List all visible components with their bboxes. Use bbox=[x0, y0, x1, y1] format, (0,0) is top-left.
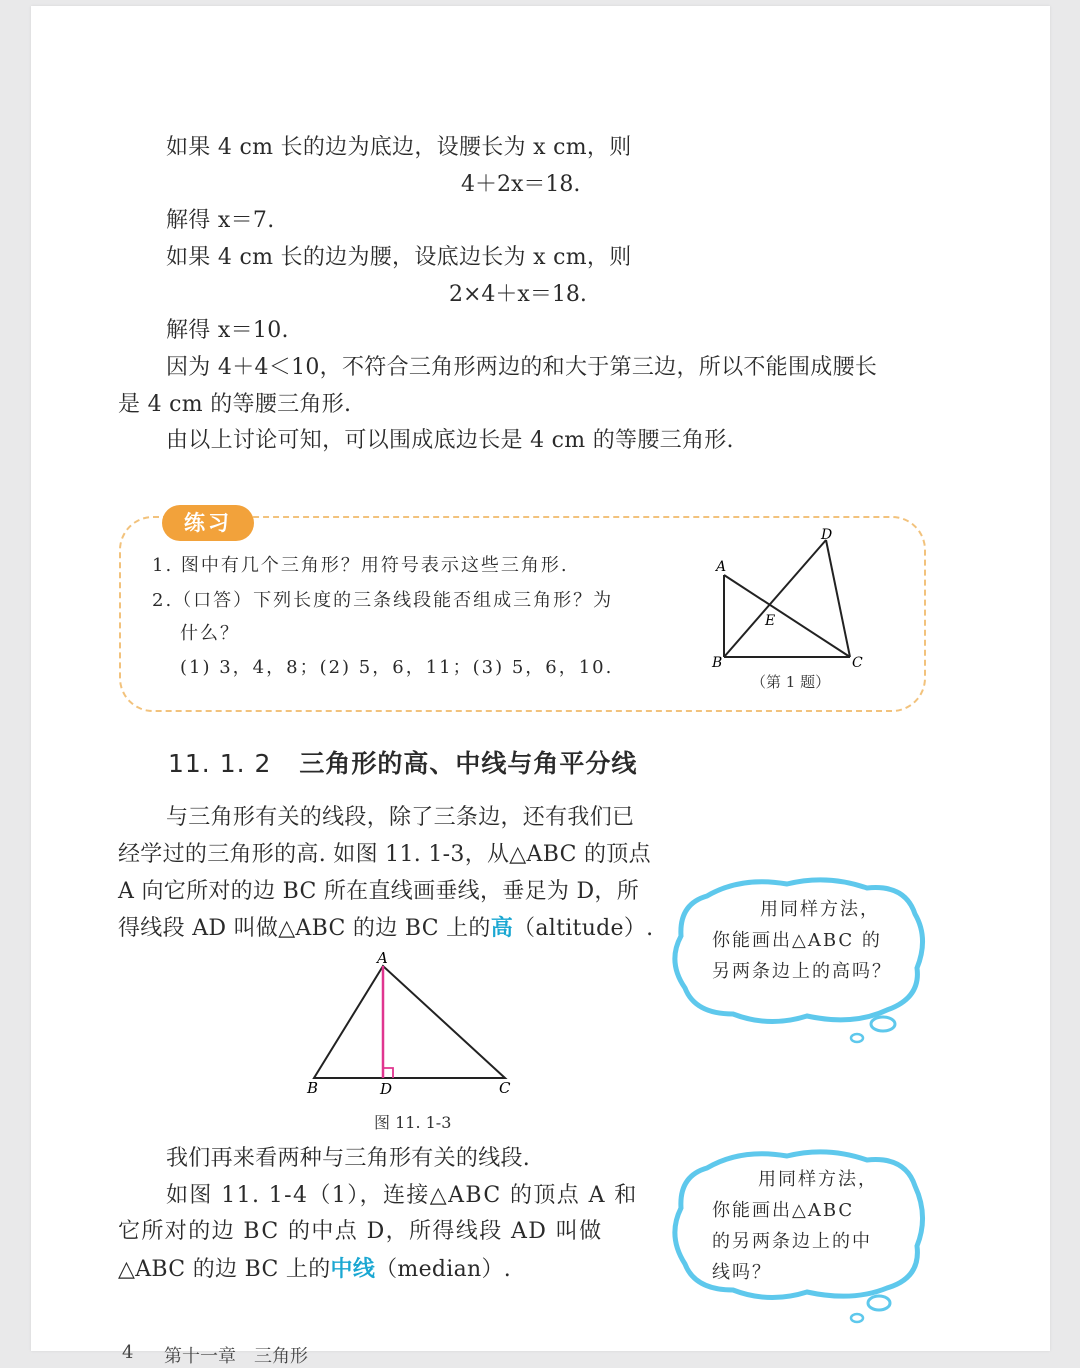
case2-result: 解得 x＝10. bbox=[166, 318, 289, 343]
label-c: C bbox=[852, 655, 863, 671]
section-heading bbox=[168, 747, 637, 781]
practice-question-1: 1. 图中有几个三角形？用符号表示这些三角形. bbox=[152, 555, 569, 576]
fig3-label-d: D bbox=[380, 1080, 393, 1098]
triangle-abc bbox=[314, 966, 505, 1078]
bubble-1-line-2: 你能画出△ABC 的 bbox=[712, 930, 882, 951]
median-line-3: 它所对的边 BC 的中点 D，所得线段 AD 叫做 bbox=[118, 1219, 603, 1244]
figure-11-1-3-caption: 图 11. 1-3 bbox=[374, 1113, 452, 1132]
chapter-footer: 第十一章 三角形 bbox=[164, 1346, 308, 1367]
figure-11-1-3 bbox=[291, 951, 521, 1101]
fig3-label-b: B bbox=[307, 1079, 319, 1097]
reason-line-1: 因为 4＋4＜10，不符合三角形两边的和大于第三边，所以不能围成腰长 bbox=[166, 355, 878, 380]
label-b: B bbox=[712, 655, 723, 671]
practice-badge: 练习 bbox=[162, 505, 254, 541]
bubble-2-line-1: 用同样方法， bbox=[758, 1169, 878, 1190]
practice-question-2-line-2: 什么？ bbox=[180, 623, 240, 644]
bubble-2-line-3: 的另两条边上的中 bbox=[712, 1231, 872, 1252]
median-line-4-term: （median）. bbox=[375, 1257, 512, 1282]
segment-ac bbox=[724, 575, 850, 657]
label-a: A bbox=[716, 559, 727, 575]
label-e: E bbox=[765, 613, 776, 629]
practice-question-2-line-1: 2.（口答）下列长度的三条线段能否组成三角形？为 bbox=[152, 590, 614, 611]
median-line-2: 如图 11. 1-4（1），连接△ABC 的顶点 A 和 bbox=[166, 1183, 638, 1208]
bubble-1-line-1: 用同样方法， bbox=[760, 899, 880, 920]
case2-equation: 2×4＋x＝18. bbox=[449, 282, 587, 307]
keyword-median: 中线 bbox=[330, 1256, 376, 1282]
practice-figure bbox=[701, 526, 881, 676]
bubble-1-line-3: 另两条边上的高吗？ bbox=[712, 961, 892, 982]
case2-intro: 如果 4 cm 长的边为腰，设底边长为 x cm，则 bbox=[166, 245, 632, 270]
keyword-altitude: 高 bbox=[490, 915, 514, 941]
altitude-line-3: A 向它所对的边 BC 所在直线画垂线，垂足为 D，所 bbox=[118, 879, 640, 904]
segment-dc bbox=[826, 540, 850, 657]
section-number: 11. 1. 2 bbox=[168, 749, 272, 778]
case1-result: 解得 x＝7. bbox=[166, 208, 275, 233]
case1-intro: 如果 4 cm 长的边为底边，设腰长为 x cm，则 bbox=[166, 135, 632, 160]
textbook-page bbox=[31, 6, 1050, 1367]
case1-equation: 4＋2x＝18. bbox=[461, 172, 581, 197]
altitude-line-1: 与三角形有关的线段，除了三条边，还有我们已 bbox=[166, 805, 635, 830]
bubble-2-line-4: 线吗？ bbox=[712, 1262, 772, 1283]
fig3-label-a: A bbox=[377, 951, 388, 967]
practice-question-2-line-3: (1) 3，4，8；(2) 5，6，11；(3) 5，6，10. bbox=[180, 657, 614, 678]
label-d: D bbox=[821, 527, 833, 543]
bubble-2-line-2: 你能画出△ABC bbox=[712, 1200, 855, 1221]
altitude-line-4 bbox=[118, 913, 653, 944]
altitude-line-2: 经学过的三角形的高. 如图 11. 1-3，从△ABC 的顶点 bbox=[118, 842, 651, 867]
fig3-label-c: C bbox=[499, 1079, 511, 1097]
page-number: 4 bbox=[122, 1342, 134, 1363]
conclusion: 由以上讨论可知，可以围成底边长是 4 cm 的等腰三角形. bbox=[166, 428, 734, 453]
median-line-4-text: △ABC 的边 BC 上的 bbox=[118, 1257, 331, 1282]
altitude-line-4-text: 得线段 AD 叫做△ABC 的边 BC 上的 bbox=[118, 916, 491, 941]
median-line-4 bbox=[118, 1254, 511, 1285]
altitude-line-4-term: （altitude）. bbox=[513, 916, 654, 941]
segment-bd bbox=[724, 540, 826, 657]
reason-line-2: 是 4 cm 的等腰三角形. bbox=[118, 392, 352, 417]
practice-figure-caption: （第 1 题） bbox=[751, 673, 831, 691]
right-angle-mark bbox=[383, 1068, 393, 1078]
median-line-1: 我们再来看两种与三角形有关的线段. bbox=[166, 1146, 531, 1171]
section-title: 三角形的高、中线与角平分线 bbox=[299, 749, 638, 778]
